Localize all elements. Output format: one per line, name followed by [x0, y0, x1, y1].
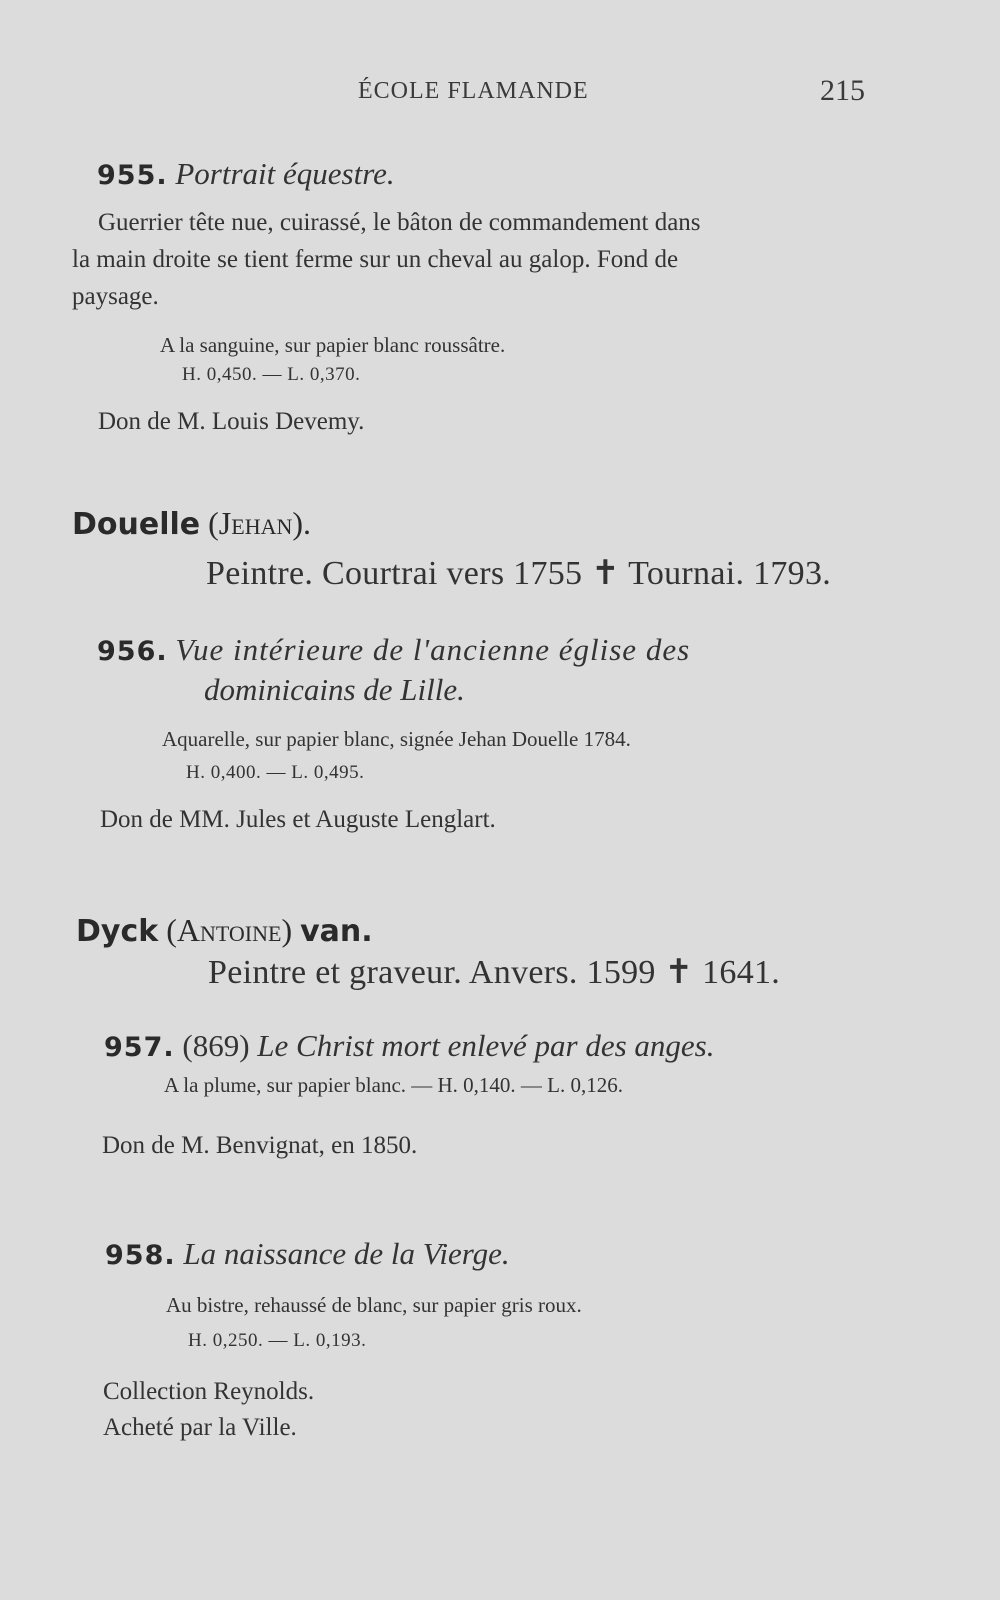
entry-956-provenance: Don de MM. Jules et Auguste Lenglart. [100, 806, 496, 833]
entry-958-acquisition: Acheté par la Ville. [103, 1414, 297, 1441]
entry-958-provenance: Collection Reynolds. [103, 1378, 315, 1405]
artist-given-name: (Jehan). [208, 505, 312, 541]
entry-956-dimensions: H. 0,400. — L. 0,495. [186, 762, 365, 783]
entry-956-technique: Aquarelle, sur papier blanc, signée Jehan Douelle 1784. [162, 727, 631, 751]
entry-number: 956. [97, 636, 168, 667]
entry-955-dimensions: H. 0,450. — L. 0,370. [182, 364, 361, 385]
description-line: paysage. [72, 283, 159, 310]
entry-955-provenance: Don de M. Louis Devemy. [98, 408, 365, 435]
entry-catalogue-ref: (869) [182, 1028, 250, 1063]
entry-955-technique: A la sanguine, sur papier blanc roussâtre. [160, 333, 506, 357]
artist-given-name: (Antoine) [166, 912, 293, 948]
page-number: 215 [820, 74, 865, 107]
entry-number: 955. [97, 160, 168, 191]
entry-956-title-cont: dominicains de Lille. [204, 672, 465, 707]
entry-title: Le Christ mort enlevé par des anges. [257, 1028, 715, 1063]
entry-number: 958. [105, 1240, 176, 1271]
artist-surname: Douelle [72, 507, 201, 542]
artist-douelle-heading [72, 505, 311, 542]
entry-955-description [72, 204, 872, 315]
running-title: ÉCOLE FLAMANDE [358, 78, 589, 104]
entry-957-provenance: Don de M. Benvignat, en 1850. [102, 1132, 418, 1159]
artist-surname: Dyck [76, 914, 159, 949]
entry-957-technique: A la plume, sur papier blanc. — H. 0,140. — L. 0,126. [164, 1073, 624, 1097]
artist-dyck-heading [76, 912, 373, 949]
description-line: la main droite se tient ferme sur un cheval au galop. Fond de [72, 246, 679, 273]
entry-title: Vue intérieure de l'ancienne église des [175, 632, 691, 667]
entry-number: 957. [104, 1032, 175, 1063]
artist-dyck-bio: Peintre et graveur. Anvers. 1599 ✝ 1641. [208, 954, 781, 991]
page-header [0, 74, 1000, 114]
entry-title: Portrait équestre. [175, 156, 395, 191]
entry-958-technique: Au bistre, rehaussé de blanc, sur papier gris roux. [166, 1293, 582, 1317]
entry-957-heading [104, 1028, 715, 1064]
entry-title: La naissance de la Vierge. [183, 1236, 510, 1271]
description-line: Guerrier tête nue, cuirassé, le bâton de commandement dans [98, 209, 701, 236]
entry-956-heading [97, 632, 690, 668]
entry-955-heading [97, 156, 395, 192]
entry-958-heading [105, 1236, 510, 1272]
artist-particle: van. [300, 914, 373, 949]
artist-douelle-bio: Peintre. Courtrai vers 1755 ✝ Tournai. 1793. [206, 555, 832, 592]
entry-958-dimensions: H. 0,250. — L. 0,193. [188, 1330, 367, 1351]
